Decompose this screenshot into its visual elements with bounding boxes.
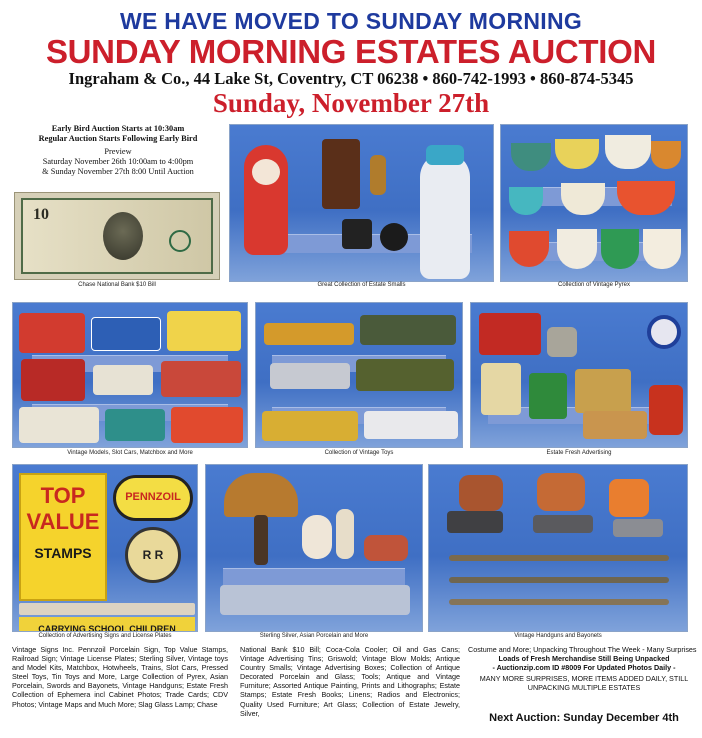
- bill-portrait: [103, 212, 143, 260]
- auction-date: Sunday, November 27th: [212, 88, 490, 118]
- rr-text: R R: [142, 548, 164, 562]
- preview-label: Preview: [104, 147, 132, 156]
- photo-caption: Vintage Models, Slot Cars, Matchbox and More: [67, 450, 193, 456]
- preview-saturday: Saturday November 26th 10:00am to 4:00pm: [42, 157, 194, 166]
- bill-seal: [169, 230, 191, 252]
- pennzoil-sign: [113, 475, 193, 521]
- preview-sunday: & Sunday November 27th 8:00 Until Auction: [42, 167, 194, 176]
- description-column-3: [468, 645, 700, 692]
- rabbit-figure: [420, 153, 470, 279]
- photo-handguns-bayonets: [428, 464, 688, 632]
- sign-stamps: STAMPS: [34, 545, 92, 561]
- photo-estate-smalls: [229, 124, 494, 282]
- photo-pyrex: [500, 124, 688, 282]
- photo-vintage-toys: [255, 302, 463, 448]
- carrying-sign: [19, 617, 195, 631]
- skillet: [342, 219, 372, 249]
- bill-denomination: 10: [33, 206, 49, 223]
- description-column-1: Vintage Signs Inc. Pennzoil Porcelain Sign, Top Value Stamps, Railroad Sign; Vintage License Plates; Sterling Silver, Vintage toys and Model Kits, Matchbox, Hotwheels, Trains, Slot Cars, Pressed Steel Toys, Tin Toys and More, Large Collection of Pyrex, Asian Porcelain, Swords and Bayonets, Vintage Handguns; Estate Fresh Collection of Ephemera incl Cabinet Photos; Trade Cards; CDV Photos; Vintage Maps and Much More; Slag Glass Lamp; Chase: [12, 645, 228, 709]
- photo-chase-bill: [14, 192, 220, 280]
- headline-moved: WE HAVE MOVED TO SUNDAY MORNING: [119, 8, 583, 34]
- photo-sterling-asian: [205, 464, 423, 632]
- photo-advertising: [470, 302, 688, 448]
- auctionzip-note: - Auctionzip.com ID #8009 For Updated Photos Daily -: [492, 663, 676, 673]
- slag-glass-lamp: [224, 473, 298, 517]
- sign-value: VALUE: [26, 509, 100, 534]
- unpacking-note: Costume and More; Unpacking Throughout The Week - Many Surprises: [468, 645, 697, 654]
- photo-models-slot-cars: [12, 302, 248, 448]
- sign-top: TOP: [40, 483, 86, 508]
- photo-caption: Collection of Vintage Toys: [324, 450, 394, 456]
- next-auction-date: Next Auction: Sunday December 4th: [489, 712, 679, 724]
- carrying-text: CARRYING SCHOOL CHILDREN: [38, 624, 176, 632]
- top-value-sign: [19, 473, 107, 601]
- photo-caption: Vintage Handguns and Bayonets: [514, 633, 602, 639]
- schedule-box: [12, 124, 224, 190]
- pennzoil-text: PENNZOIL: [125, 491, 181, 503]
- clock-figure: [322, 139, 360, 209]
- photo-signs-plates: [12, 464, 198, 632]
- photo-caption: Estate Fresh Advertising: [546, 450, 612, 456]
- regular-auction-time: Regular Auction Starts Following Early Bird: [38, 134, 198, 143]
- photo-caption: Collection of Advertising Signs and License Plates: [38, 633, 172, 639]
- railroad-sign: [125, 527, 181, 583]
- photo-caption: Chase National Bank $10 Bill: [78, 282, 156, 288]
- photo-caption: Great Collection of Estate Smalls: [317, 282, 406, 288]
- fresh-merchandise-note: Loads of Fresh Merchandise Still Being Unpacked: [498, 654, 670, 664]
- auction-title: SUNDAY MORNING ESTATES AUCTION: [45, 33, 657, 70]
- description-column-2: National Bank $10 Bill; Coca-Cola Cooler; Oil and Gas Cans; Vintage Advertising Tins; Griswold; Vintage Blow Molds; Antique Country Smalls; Vintage Advertising Boxes; Collection of Antique Decorated Porcelain and Glass; Tools; Antique and Vintage Furniture; Assorted Antique Painting, Prints and Lithographs; Estate Stamps; Estate Fresh Books; Linens; Radios and Electronics; Quality Used Furniture; Art Glass; Collection of Estate Jewelry, Silver,: [240, 645, 460, 718]
- more-surprises-note: MANY MORE SURPRISES, MORE ITEMS ADDED DAILY, STILL UNPACKING MULTIPLE ESTATES: [479, 674, 689, 693]
- early-bird-time: Early Bird Auction Starts at 10:30am: [51, 124, 185, 133]
- address-line: Ingraham & Co., 44 Lake St, Coventry, CT 06238 • 860-742-1993 • 860-874-5345: [68, 69, 634, 88]
- photo-caption: Sterling Silver, Asian Porcelain and More: [259, 633, 369, 639]
- photo-caption: Collection of Vintage Pyrex: [558, 282, 630, 288]
